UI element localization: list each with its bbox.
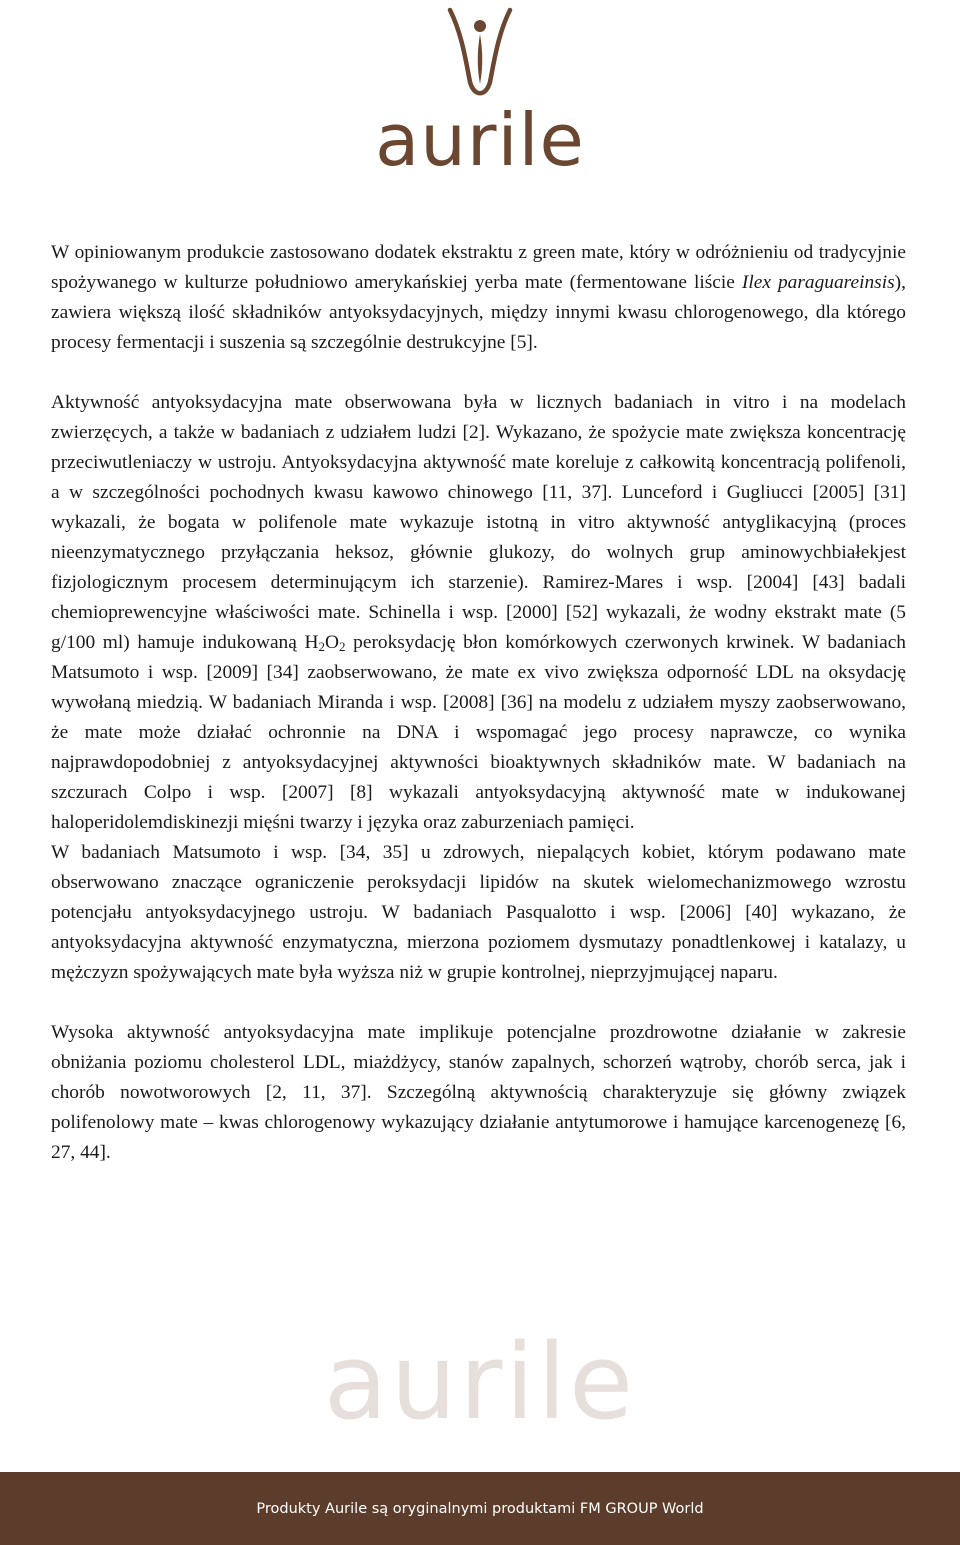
paragraph-1: W opiniowanym produkcie zastosowano dodatek ekstraktu z green mate, który w odróżnieniu od tradycyjnie spożywanego w kulturze południowo amerykańskiej yerba mate (fermentowane liście Ilex paraguareinsis), zawiera większą ilość składników antyoksydacyjnych, między innymi kwasu chlorogenowego, dla którego procesy fermentacji i suszenia są szczególnie destrukcyjne [5].: [51, 242, 906, 353]
footer-bar: [0, 1472, 960, 1545]
footer-text: Produkty Aurile są oryginalnymi produktami FM GROUP World: [256, 1500, 704, 1517]
paragraph-2: Aktywność antyoksydacyjna mate obserwowana była w licznych badaniach in vitro i na modelach zwierzęcych, a także w badaniach z udziałem ludzi [2]. Wykazano, że spożycie mate zwiększa koncentrację przeciwutleniaczy w ustroju. Antyoksydacyjna aktywność mate koreluje z całkowitą koncentracją polifenoli, a w szczególności pochodnych kwasu kawowo chinowego [11, 37]. Lunceford i Gugliucci [2005] [31] wykazali, że bogata w polifenole mate wykazuje istotną in vitro aktywność antyglikacyjną (proces nieenzymatycznego przyłączania heksoz, głównie glukozy, do wolnych grup aminowychbiałekjest fizjologicznym procesem determinującym ich starzenie). Ramirez-Mares i wsp. [2004] [43] badali chemioprewencyjne właściwości mate. Schinella i wsp. [2000] [52] wykazali, że wodny ekstrakt mate (5 g/100 ml) hamuje indukowaną $H_2O_2$ peroksydację błon komórkowych czerwonych krwinek. W badaniach Matsumoto i wsp. [2009] [34] zaobserwowano, że mate ex vivo zwiększa odporność LDL na oksydację wywołaną miedzią. W badaniach Miranda i wsp. [2008] [36] na modelu z udziałem myszy zaobserwowano, że mate może działać ochronnie na DNA i wspomagać jego procesy naprawcze, co wynika najprawdopodobniej z antyoksydacyjnej aktywności bioaktywnych składników mate. W badaniach na szczurach Colpo i wsp. [2007] [8] wykazali antyoksydacyjną aktywność mate w indukowanej haloperidolemdiskinezji mięśni twarzy i języka oraz zaburzeniach pamięci.: [51, 392, 907, 833]
logo-wordmark: aurile: [375, 98, 585, 182]
paragraph-4: Wysoka aktywność antyoksydacyjna mate implikuje potencjalne prozdrowotne działanie w zakresie obniżania poziomu cholesterol LDL, miażdżycy, stanów zapalnych, schorzeń wątroby, chorób serca, jak i chorób nowotworowych [2, 11, 37]. Szczególną aktywnością charakteryzuje się główny związek polifenolowy mate – kwas chlorogenowy wykazujący działanie antytumorowe i hamujące karcenogenezę [6, 27, 44].: [51, 1022, 906, 1163]
paragraph-3: W badaniach Matsumoto i wsp. [34, 35] u zdrowych, niepalących kobiet, którym podawano mate obserwowano znaczące ograniczenie peroksydacji lipidów na skutek wielomechanizmowego wzrostu potencjału antyoksydacyjnego ustroju. W badaniach Pasqualotto i wsp. [2006] [40] wykazano, że antyoksydacyjna aktywność enzymatyczna, mierzona poziomem dysmutazy ponadtlenkowej i katalazy, u mężczyzn spożywających mate była wyższa niż w grupie kontrolnej, nieprzyjmującej naparu.: [51, 842, 906, 983]
watermark-logo: aurile: [323, 1321, 637, 1443]
header-logo: [0, 0, 960, 190]
figure-emblem-icon: [440, 4, 520, 100]
article-body: [51, 238, 906, 1168]
